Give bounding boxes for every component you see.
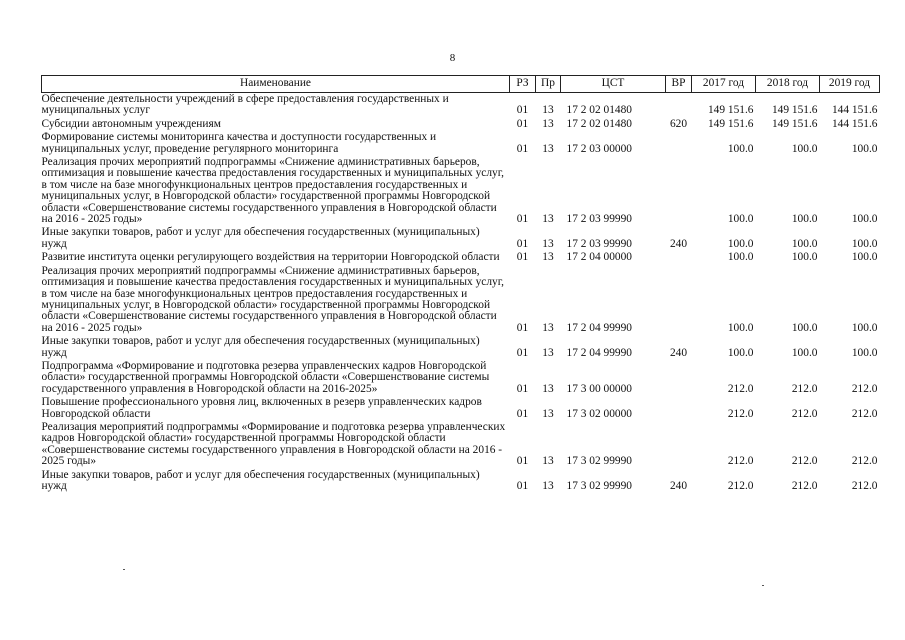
row-rz: 01: [516, 213, 529, 226]
row-vr: [666, 265, 692, 335]
row-2018: 149 151.6: [771, 117, 818, 130]
row-rz: 01: [516, 237, 529, 250]
row-pr: 13: [542, 480, 554, 492]
header-rz: РЗ: [510, 76, 536, 93]
row-pr: 13: [542, 142, 554, 155]
row-2019: 100.0: [851, 321, 878, 334]
row-rz: 01: [516, 407, 529, 420]
row-pr: 13: [542, 117, 554, 130]
table-row: [42, 396, 880, 421]
table-row: [42, 265, 880, 335]
table-row: [42, 131, 880, 156]
row-vr: [666, 251, 692, 264]
row-cst: 17 3 02 99990: [566, 480, 632, 492]
row-cst: 17 2 02 01480: [566, 117, 632, 130]
row-rz: 01: [516, 104, 529, 117]
row-2017: 100.0: [727, 142, 754, 155]
row-cst: 17 2 04 00000: [566, 251, 632, 264]
row-2019: 100.0: [851, 251, 878, 264]
row-2017: 212.0: [727, 382, 754, 395]
row-2018: 100.0: [791, 346, 818, 359]
row-name: Формирование системы мониторинга качества и доступности государственных и муниципальных услуг, проведение регулярного мониторинга: [41, 131, 437, 155]
row-2017: 149 151.6: [707, 117, 754, 130]
row-2017: 100.0: [727, 213, 754, 226]
row-2019: 144 151.6: [831, 117, 878, 130]
row-2019: 100.0: [851, 142, 878, 155]
row-vr: [666, 360, 692, 396]
row-name: Реализация прочих мероприятий подпрограммы «Снижение административных барьеров, оптимизация и повышение качества предоставления государственных и муниципальных услуг, в том числе на базе многофункциональных центров предоставления государственных и муниципальных услуг, в Новгородской области» государственной программы Новгородской области «Совершенствование системы государственного управления в Новгородской области на 2016 - 2025 годы»: [41, 156, 504, 226]
row-cst: 17 2 03 00000: [566, 142, 632, 155]
row-name: Реализация мероприятий подпрограммы «Формирование и подготовка резерва управленческих кадров Новгородской области» государственной программы Новгородской области «Совершенствование системы государственного управления в Новгородской области на 2016 - 2025 годы»: [41, 420, 506, 468]
row-name: Обеспечение деятельности учреждений в сфере предоставления государственных и муниципальных услуг: [41, 93, 449, 117]
row-2018: 212.0: [791, 455, 818, 468]
header-2019: 2019 год: [820, 76, 880, 93]
row-2018: 100.0: [791, 142, 818, 155]
table-row: [42, 335, 880, 360]
row-2018: 212.0: [791, 382, 818, 395]
row-rz: 01: [516, 321, 529, 334]
row-vr: [666, 421, 692, 469]
row-rz: 01: [516, 480, 529, 492]
row-cst: 17 2 04 99990: [566, 346, 632, 359]
row-2019: 144 151.6: [831, 104, 878, 117]
row-cst: 17 3 00 00000: [566, 382, 632, 395]
row-2017: 100.0: [727, 321, 754, 334]
row-vr: [666, 156, 692, 226]
page-number: 8: [449, 52, 456, 64]
row-vr: [666, 93, 692, 118]
row-vr: [666, 396, 692, 421]
row-name: Реализация прочих мероприятий подпрограммы «Снижение административных барьеров, оптимизация и повышение качества предоставления государственных и муниципальных услуг, в том числе на базе многофункциональных центров предоставления государственных и муниципальных услуг, в Новгородской области» государственной программы Новгородской области «Совершенствование системы государственного управления в Новгородской области на 2016 - 2025 годы»: [41, 264, 504, 334]
row-2019: 100.0: [851, 237, 878, 250]
row-pr: 13: [542, 251, 554, 264]
row-name: Иные закупки товаров, работ и услуг для обеспечения государственных (муниципальных) нужд: [41, 468, 480, 492]
row-2017: 100.0: [727, 237, 754, 250]
row-2019: 212.0: [851, 407, 878, 420]
table-row: [42, 156, 880, 226]
row-2018: 100.0: [791, 251, 818, 264]
row-cst: 17 3 02 00000: [566, 407, 632, 420]
header-row: [42, 76, 880, 93]
row-vr: 240: [669, 346, 688, 359]
row-2019: 100.0: [851, 346, 878, 359]
row-2018: 100.0: [791, 321, 818, 334]
row-pr: 13: [542, 346, 554, 359]
row-pr: 13: [542, 407, 554, 420]
row-rz: 01: [516, 251, 529, 264]
table-row: [42, 251, 880, 264]
row-2017: 100.0: [727, 346, 754, 359]
row-2017: 100.0: [727, 251, 754, 264]
row-rz: 01: [516, 142, 529, 155]
row-2019: 100.0: [851, 213, 878, 226]
row-rz: 01: [516, 455, 529, 468]
row-cst: 17 2 03 99990: [566, 213, 632, 226]
row-2019: 212.0: [851, 455, 878, 468]
table-row: [42, 469, 880, 494]
row-2017: 149 151.6: [707, 104, 754, 117]
row-cst: 17 2 04 99990: [566, 321, 632, 334]
header-vr: ВР: [666, 76, 692, 93]
header-2017: 2017 год: [692, 76, 756, 93]
header-pr: Пр: [536, 76, 561, 93]
row-name: Субсидии автономным учреждениям: [41, 117, 221, 130]
row-name: Развитие института оценки регулирующего воздействия на территории Новгородской области: [41, 251, 500, 264]
row-2017: 212.0: [727, 455, 754, 468]
table-row: [42, 360, 880, 396]
row-cst: 17 3 02 99990: [566, 455, 632, 468]
row-pr: 13: [542, 321, 554, 334]
row-2018: 100.0: [791, 237, 818, 250]
row-name: Иные закупки товаров, работ и услуг для обеспечения государственных (муниципальных) нужд: [41, 226, 480, 250]
row-vr: 240: [669, 237, 688, 250]
row-pr: 13: [542, 237, 554, 250]
row-rz: 01: [516, 117, 529, 130]
table-row: [42, 118, 880, 131]
row-pr: 13: [542, 382, 554, 395]
row-vr: 240: [669, 480, 688, 492]
row-rz: 01: [516, 346, 529, 359]
row-rz: 01: [516, 382, 529, 395]
row-pr: 13: [542, 213, 554, 226]
row-cst: 17 2 02 01480: [566, 104, 632, 117]
table-body: [42, 93, 880, 494]
row-2017: 212.0: [727, 480, 754, 492]
header-cst: ЦСТ: [561, 76, 666, 93]
scan-speck: [762, 585, 764, 586]
row-cst: 17 2 03 99990: [566, 237, 632, 250]
table-row: [42, 93, 880, 118]
row-2018: 149 151.6: [771, 104, 818, 117]
header-2018: 2018 год: [756, 76, 820, 93]
scan-speck: [123, 569, 125, 570]
header-name: Наименование: [42, 76, 510, 93]
table-row: [42, 226, 880, 251]
row-2019: 212.0: [851, 382, 878, 395]
row-pr: 13: [542, 455, 554, 468]
table-header: [42, 76, 880, 93]
row-2019: 212.0: [851, 480, 878, 492]
row-2018: 100.0: [791, 213, 818, 226]
row-2017: 212.0: [727, 407, 754, 420]
row-pr: 13: [542, 104, 554, 117]
budget-table: [41, 75, 880, 493]
row-2018: 212.0: [791, 480, 818, 492]
row-name: Подпрограмма «Формирование и подготовка резерва управленческих кадров Новгородской области» государственной программы Новгородской области «Совершенствование системы государственного управления в Новгородской области на 2016-2025»: [41, 359, 490, 395]
row-2018: 212.0: [791, 407, 818, 420]
row-name: Повышение профессионального уровня лиц, включенных в резерв управленческих кадров Новгородской области: [41, 396, 482, 420]
row-vr: [666, 131, 692, 156]
row-vr: 620: [669, 117, 688, 130]
row-name: Иные закупки товаров, работ и услуг для обеспечения государственных (муниципальных) нужд: [41, 335, 480, 359]
table-row: [42, 421, 880, 469]
